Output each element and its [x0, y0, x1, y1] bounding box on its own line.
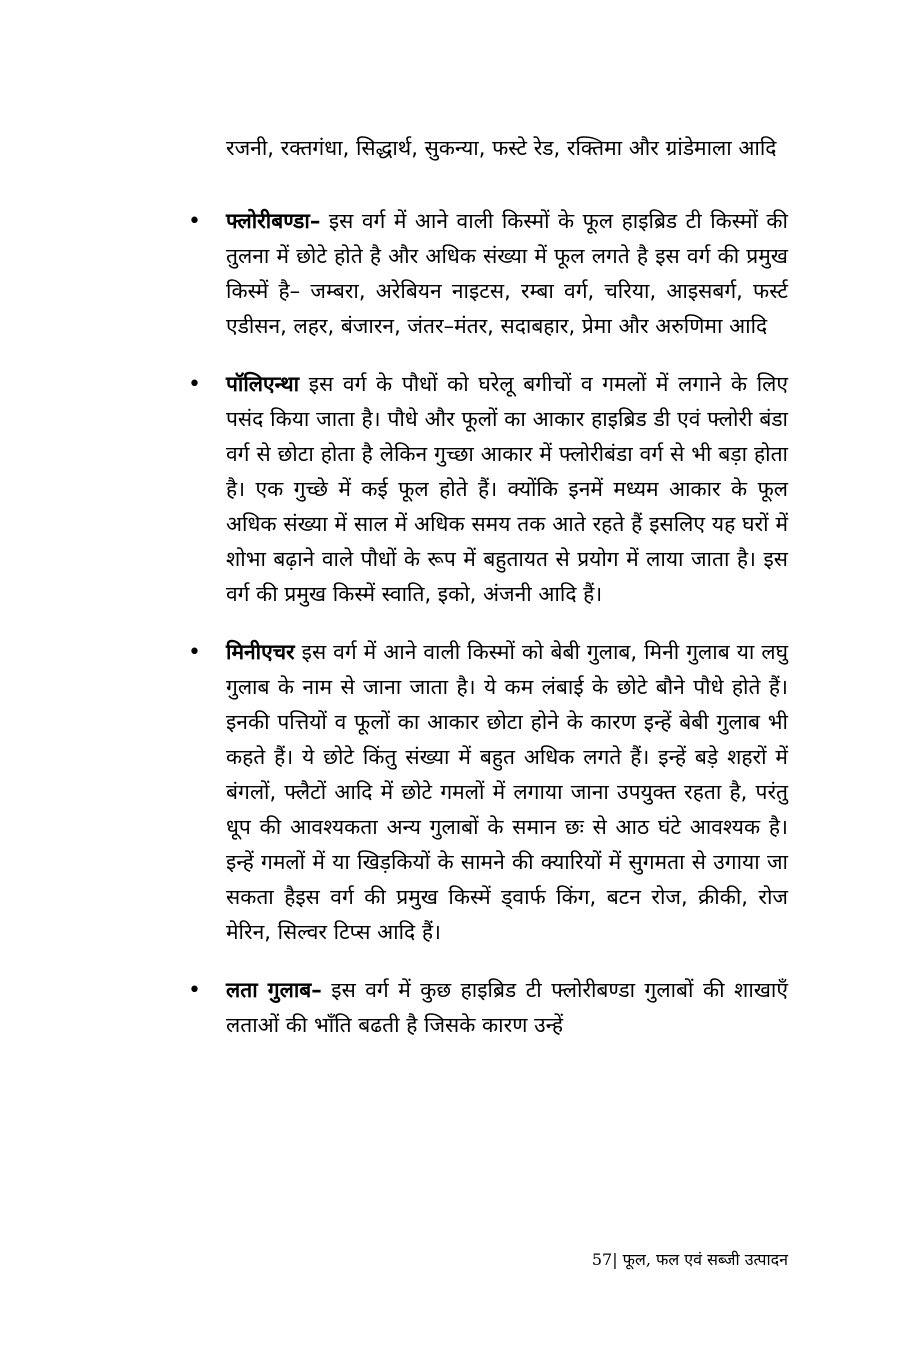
list-item-climbing-rose	[188, 973, 788, 1043]
item-description: इस वर्ग में आने वाली किस्मों के फूल हाइब्रिड टी किस्मों की तुलना में छोटे होते है और अधिक संख्या में फूल लगते है इस वर्ग की प्रमुख किस्में है– जम्बरा, अरेबियन नाइटस, रम्बा वर्ग, चरिया, आइसबर्ग, फर्स्ट एडीसन, लहर, बंजारन, जंतर–मंतर, सदाबहार, प्रेमा और अरुणिमा आदि	[226, 209, 788, 338]
bullet-icon: •	[188, 209, 201, 234]
footer-separator: |	[612, 1250, 618, 1269]
page-footer	[592, 1248, 788, 1272]
rose-variety-list	[188, 204, 788, 1066]
item-term: फ्लोरीबण्डा–	[226, 209, 321, 233]
item-term: मिनीएचर	[226, 640, 295, 664]
list-item-floribunda	[188, 204, 788, 344]
item-description: इस वर्ग के पौधों को घरेलू बगीचों व गमलों में लगाने के लिए पसंद किया जाता है। पौधे और फूलों का आकार हाइब्रिड डी एवं फ्लोरी बंडा वर्ग से छोटा होता है लेकिन गुच्छा आकार में फ्लोरीबंडा वर्ग से भी बड़ा होता है। एक गुच्छे में कई फूल होते हैं। क्योंकि इनमें मध्यम आकार के फूल अधिक संख्या में साल में अधिक समय तक आते रहते हैं इसलिए यह घरों में शोभा बढ़ाने वाले पौधों के रूप में बहुतायत से प्रयोग में लाया जाता है। इस वर्ग की प्रमुख किस्में स्वाति, इको, अंजनी आदि हैं।	[226, 372, 788, 606]
intro-paragraph: रजनी, रक्तगंधा, सिद्धार्थ, सुकन्या, फस्टे रेड, रक्तिमा और ग्रांडेमाला आदि	[226, 136, 777, 160]
item-term: लता गुलाब–	[226, 978, 322, 1002]
item-description: इस वर्ग में कुछ हाइब्रिड टी फ्लोरीबण्डा गुलाबों की शाखाएँ लताओं की भाँति बढती है जिसके कारण उन्हें	[226, 978, 788, 1037]
bullet-icon: •	[188, 640, 201, 665]
book-title: फूल, फल एवं सब्जी उत्पादन	[617, 1250, 788, 1269]
page-number: 57	[591, 1250, 613, 1269]
bullet-icon: •	[188, 978, 201, 1003]
item-description: इस वर्ग में आने वाली किस्मों को बेबी गुलाब, मिनी गुलाब या लघु गुलाब के नाम से जाना जाता है। ये कम लंबाई के छोटे बौने पौधे होते हैं। इनकी पत्तियों व फूलों का आकार छोटा होने के कारण इन्हें बेबी गुलाब भी कहते हैं। ये छोटे किंतु संख्या में बहुत अधिक लगते हैं। इन्हें बड़े शहरों में बंगलों, फ्लैटों आदि में छोटे गमलों में लगाया जाना उपयुक्त रहता है, परंतु धूप की आवश्यकता अन्य गुलाबों के समान छः से आठ घंटे आवश्यक है। इन्हें गमलों में या खिड़कियों के सामने की क्यारियों में सुगमता से उगाया जा सकता हैइस वर्ग की प्रमुख किस्में ड्वार्फ किंग, बटन रोज, क्रीकी, रोज मेरिन, सिल्वर टिप्स आदि हैं।	[226, 640, 788, 944]
list-item-miniature	[188, 635, 788, 950]
list-item-polyantha	[188, 367, 788, 612]
bullet-icon: •	[188, 372, 201, 397]
item-term: पॉलिएन्था	[226, 372, 300, 396]
